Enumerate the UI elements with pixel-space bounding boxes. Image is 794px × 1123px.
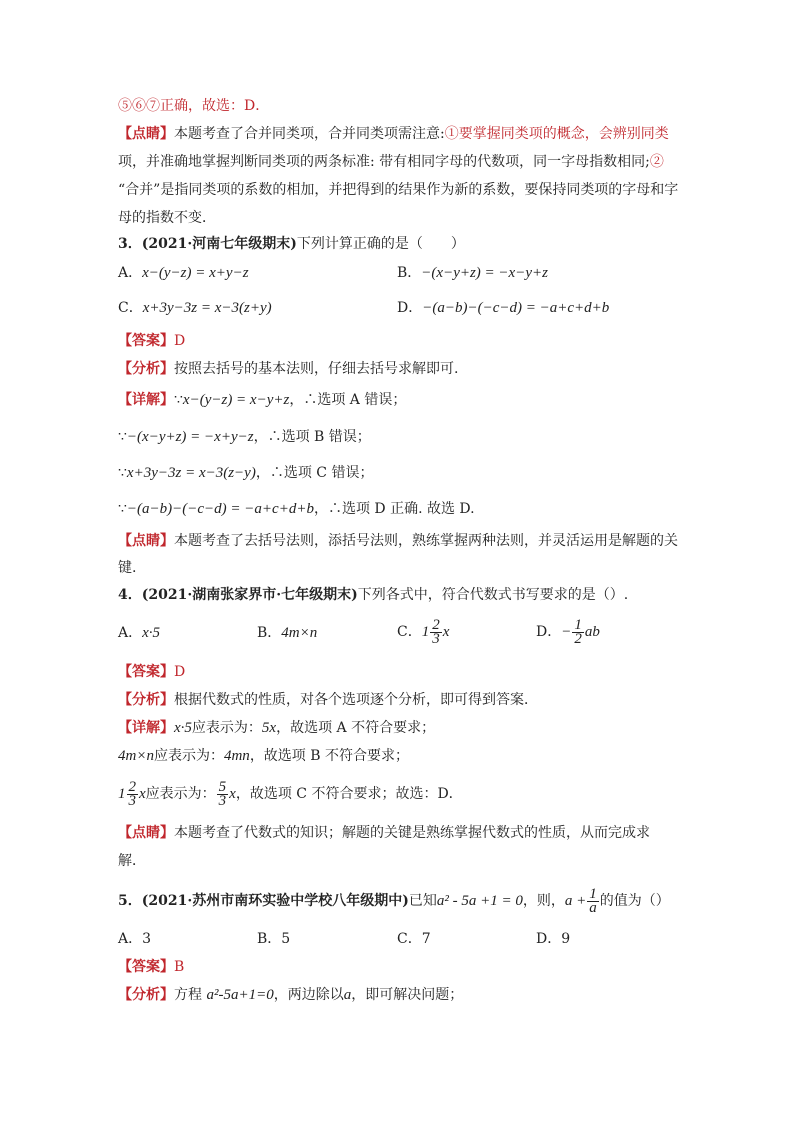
q4-detail-2 (118, 745, 409, 767)
q3-stem (118, 233, 465, 255)
detail-text: ，∴选项 D 正确. 故选 D. (313, 501, 475, 517)
q3-detail-2 (118, 426, 371, 448)
analysis-tag: 【分析】 (118, 987, 174, 1003)
q3-option-b (397, 262, 548, 284)
detail-text: 应表示为： (145, 786, 216, 802)
option-math: x+3y−3z = x−3(z+y) (142, 300, 272, 316)
numerator: 5 (218, 778, 227, 795)
q4-detail-1 (118, 717, 435, 739)
detail-math: x·5 (174, 720, 192, 736)
denominator: 2 (574, 630, 582, 647)
detail-math: −(a−b)−(−c−d) = −a+c+d+b (126, 501, 314, 517)
because-symbol: ∵ (174, 392, 183, 408)
q4-option-a (118, 622, 160, 644)
detail-text: ，故选项 A 不符合要求； (276, 720, 436, 736)
sign: − (561, 624, 572, 640)
detail-text: ，∴选项 C 错误； (255, 465, 374, 481)
answer-tag: 【答案】 (118, 664, 174, 680)
analysis-tag: 【分析】 (118, 692, 174, 708)
analysis-math: a (343, 987, 352, 1003)
q4-note-1 (118, 822, 650, 844)
q4-option-c (397, 614, 449, 650)
analysis-text: 根据代数式的性质，对各个选项逐个分析，即可得到答案． (174, 692, 538, 708)
q5-analysis (118, 984, 463, 1006)
note-text: 项，并准确地掌握判断同类项的两条标准: 带有相同字母的代数项，同一字母指数相同; (118, 154, 650, 170)
note-text: 本题考查了代数式的知识；解题的关键是熟练掌握代数式的性质，从而完成求 (174, 825, 650, 841)
option-label: D． (536, 624, 562, 640)
denominator: 3 (218, 792, 227, 809)
prev-note-line-4: 母的指数不变． (118, 210, 216, 226)
option-math: x−(y−z) = x+y−z (142, 265, 249, 281)
note-text: 本题考查了去括号法则，添括号法则，熟练掌握两种法则，并灵活运用是解题的关 (174, 533, 678, 549)
detail-text: ，∴选项 A 错误； (289, 392, 407, 408)
because-symbol: ∵ (118, 465, 127, 481)
q5-stem-math: a + (564, 893, 587, 909)
fraction (430, 616, 442, 647)
analysis-text: ，两边除以 (273, 987, 344, 1003)
because-symbol: ∵ (118, 501, 127, 517)
option-value: 5 (281, 931, 291, 947)
answer-value: D (174, 664, 186, 680)
q3-note-1 (118, 530, 678, 552)
q3-stem-text: 下列计算正确的是（ ） (296, 236, 465, 252)
option-label: D． (397, 300, 423, 316)
fraction (217, 778, 229, 809)
numerator: 2 (432, 616, 440, 633)
q3-option-d (397, 297, 609, 319)
detail-text: 应表示为： (191, 720, 262, 736)
prev-note-line-2 (118, 151, 664, 173)
mixed-int: 1 (118, 786, 126, 802)
option-math: −(a−b)−(−c−d) = −a+c+d+b (422, 300, 610, 316)
q4-number: 4． (118, 587, 142, 603)
analysis-text: 方程 (174, 987, 207, 1003)
answer-tag: 【答案】 (118, 959, 174, 975)
q3-note-2: 键. (118, 560, 137, 576)
answer-value: D (174, 333, 186, 349)
denominator: 3 (432, 630, 440, 647)
q3-option-c (118, 297, 272, 319)
detail-math: 4m×n (118, 748, 154, 764)
numerator: 1 (589, 885, 597, 902)
analysis-math: a²-5a+1=0 (206, 987, 274, 1003)
analysis-tag: 【分析】 (118, 361, 174, 377)
q5-stem (118, 883, 670, 919)
option-label: B． (257, 931, 282, 947)
variable: x (229, 786, 236, 802)
option-value: 9 (561, 931, 571, 947)
variable: ab (584, 624, 600, 640)
because-symbol: ∵ (118, 429, 127, 445)
q3-detail-3 (118, 462, 373, 484)
option-value: 3 (142, 931, 152, 947)
q5-stem-math: a² - 5a +1 = 0 (436, 893, 523, 909)
detail-math: x+3y−3z = x−3(z−y) (126, 465, 256, 481)
q4-stem-text: 下列各式中，符合代数式书写要求的是（）. (357, 587, 629, 603)
q5-option-a (118, 928, 151, 950)
fraction (127, 778, 139, 809)
detail-math: −(x−y+z) = −x+y−z (126, 429, 254, 445)
q4-note-2: 解． (118, 853, 146, 869)
option-label: B． (257, 625, 282, 641)
q4-source: (2021·湖南张家界市·七年级期末) (141, 587, 358, 603)
answer-tag: 【答案】 (118, 333, 174, 349)
detail-text: ，∴选项 B 错误； (253, 429, 371, 445)
note-text-red: ①要掌握同类项的概念，会辨别同类 (444, 126, 669, 142)
q4-detail-3 (118, 776, 463, 812)
detail-text: 应表示为： (153, 748, 224, 764)
detail-tag: 【详解】 (118, 720, 174, 736)
q5-answer (118, 956, 184, 978)
q5-option-b (257, 928, 290, 950)
q4-option-d (536, 614, 600, 650)
q4-analysis (118, 689, 538, 711)
numerator: 1 (574, 616, 582, 633)
note-tag: 【点睛】 (118, 825, 174, 841)
option-label: A． (118, 265, 143, 281)
q3-answer (118, 330, 185, 352)
q3-number: 3． (118, 236, 142, 252)
option-value: 7 (421, 931, 431, 947)
q3-detail-4 (118, 498, 475, 520)
q3-analysis (118, 358, 458, 380)
option-label: C． (118, 300, 143, 316)
option-label: A． (118, 625, 143, 641)
detail-tag: 【详解】 (118, 392, 174, 408)
note-text: 本题考查了合并同类项，合并同类项需注意: (174, 126, 445, 142)
q4-answer (118, 661, 185, 683)
prev-note-line-1 (118, 123, 669, 145)
answer-value: B (174, 959, 185, 975)
option-math: x·5 (142, 625, 161, 641)
detail-math: x−(y−z) = x−y+z (182, 392, 290, 408)
option-label: D． (536, 931, 562, 947)
analysis-text: ，即可解决问题； (351, 987, 464, 1003)
fraction (572, 616, 584, 647)
q5-option-d (536, 928, 570, 950)
q5-stem-text: ，则， (522, 893, 565, 909)
detail-text: ，故选项 B 不符合要求； (249, 748, 410, 764)
q5-stem-text: 的值为（） (599, 893, 670, 909)
q3-option-a (118, 262, 249, 284)
option-math: 4m×n (281, 625, 318, 641)
option-label: A． (118, 931, 143, 947)
variable: x (442, 624, 450, 640)
option-label: C． (397, 931, 422, 947)
note-text-red: ② (649, 154, 664, 170)
mixed-int: 1 (421, 624, 430, 640)
analysis-text: 按照去括号的基本法则，仔细去括号求解即可. (174, 361, 459, 377)
q4-option-b (257, 622, 317, 644)
numerator: 2 (128, 778, 136, 795)
prev-note-line-3: “合并”是指同类项的系数的相加，并把得到的结果作为新的系数，要保持同类项的字母和字 (118, 182, 679, 198)
variable: x (139, 786, 146, 802)
q5-option-c (397, 928, 431, 950)
q4-stem (118, 584, 628, 606)
detail-text: ，故选项 C 不符合要求；故选：D． (235, 786, 463, 802)
q5-source: (2021·苏州市南环实验中学校八年级期中) (141, 893, 409, 909)
q5-number: 5． (118, 893, 142, 909)
option-math: −(x−y+z) = −x−y+z (421, 265, 548, 281)
denominator: a (589, 899, 597, 916)
denominator: 3 (128, 792, 136, 809)
detail-math: 5x (261, 720, 277, 736)
option-label: B． (397, 265, 422, 281)
q5-stem-text: 已知 (408, 893, 437, 909)
note-tag: 【点睛】 (118, 126, 174, 142)
q3-source: (2021·河南七年级期末) (141, 236, 297, 252)
fraction (587, 885, 599, 916)
note-tag: 【点睛】 (118, 533, 174, 549)
option-label: C． (397, 624, 422, 640)
prev-answer-line: ⑤⑥⑦正确，故选：D． (118, 98, 270, 114)
q3-detail-1 (118, 389, 406, 411)
detail-math: 4mn (223, 748, 250, 764)
